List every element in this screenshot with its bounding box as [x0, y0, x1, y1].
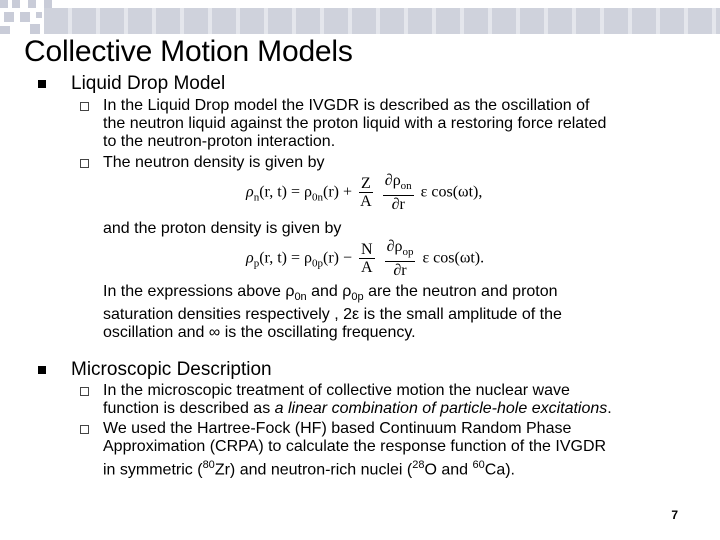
page-number: 7	[671, 508, 678, 522]
bullet-text: The neutron density is given by	[103, 154, 325, 171]
hollow-square-bullet-icon	[80, 387, 89, 396]
decorative-top-band	[44, 8, 720, 34]
bullet-text: In the Liquid Drop model the IVGDR is described as the oscillation of the neutron liquid against the proton liquid with a restoring force related to the neutron-proton interaction.	[103, 97, 607, 150]
neutron-density-equation: $\rho_n(r$, $t) = \rho_{0n}(r)$ + $\frac{Z}{A}$ $\frac{\partial\rho_{on}}{\partial r}$ ε cos(ωt),	[246, 172, 483, 214]
hollow-square-bullet-icon	[80, 159, 89, 168]
proton-intro-text: and the proton density is given by	[103, 220, 342, 237]
bullet-text: In the microscopic treatment of collective motion the nuclear wave function is described as a linear combination of particle-hole excitations.	[103, 382, 612, 417]
proton-density-equation: $\rho_p(r$, $t) = \rho_{0p}(r)$ − $\frac{N}{A}$ $\frac{\partial\rho_{op}}{\partial r}$ ε cos(ωt).	[246, 238, 485, 280]
hollow-square-bullet-icon	[80, 425, 89, 434]
square-bullet-icon	[38, 80, 46, 88]
section-heading-liquid-drop: Liquid Drop Model	[71, 73, 226, 94]
square-bullet-icon	[38, 366, 46, 374]
hollow-square-bullet-icon	[80, 102, 89, 111]
section-heading-microscopic: Microscopic Description	[71, 359, 272, 380]
slide-title: Collective Motion Models	[24, 35, 353, 68]
bullet-text: We used the Hartree-Fock (HF) based Continuum Random Phase Approximation (CRPA) to calculate the response function of the IVGDR in symmetric ($^{80}$Zr) and neutron-rich nuclei ($^{28}$O and $^{60}$Ca).	[103, 420, 607, 479]
expression-explanation: In the expressions above $\rho_{0n}$ and $\rho_{0p}$ are the neutron and proton saturation densities respectively , 2ε is the small amplitude of the oscillation and ∞ is the oscillating frequency.	[103, 283, 562, 342]
